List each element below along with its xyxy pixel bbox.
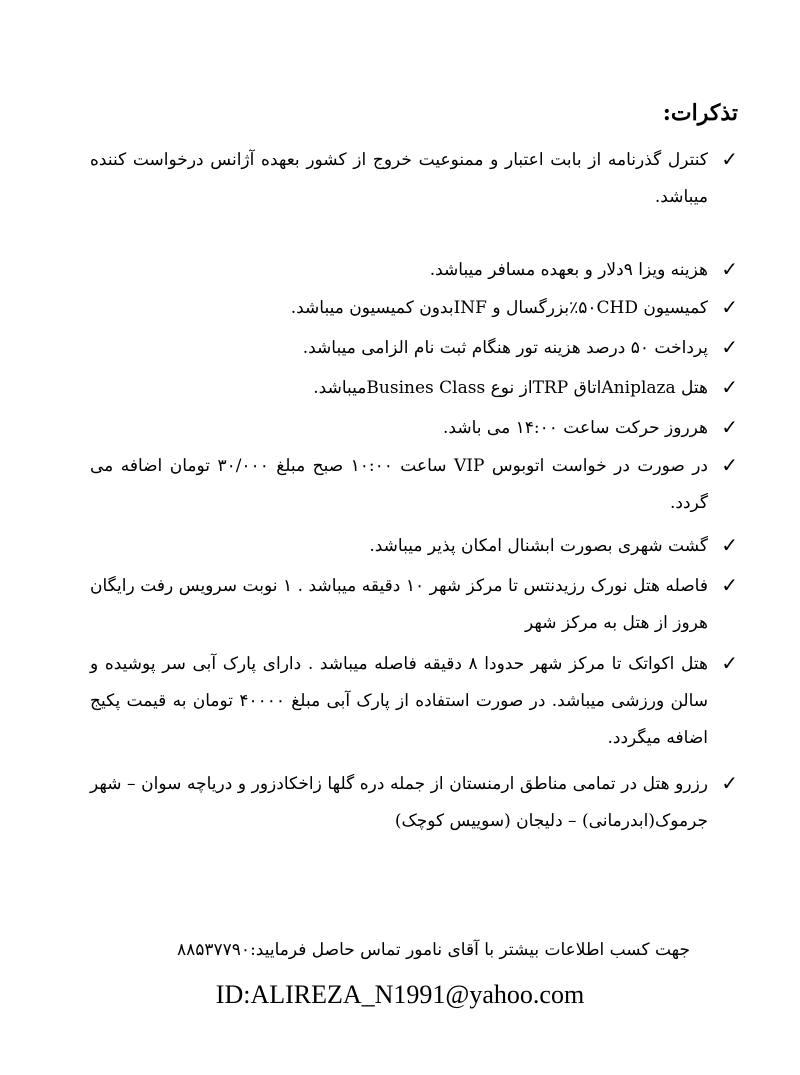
note-text: هرروز حرکت ساعت ۱۴:۰۰ می باشد. — [443, 418, 708, 438]
check-icon: ✓ — [721, 453, 738, 477]
note-text: هتل اکواتک تا مرکز شهر حدودا ۸ دقیقه فاصله میباشد . دارای پارک آبی سر پوشیده و سالن ورزشی میباشد. در صورت استفاده از پارک آبی مبلغ ۴۰۰۰۰ تومان به قیمت پکیج اضافه میگردد. — [90, 654, 708, 748]
note-text: فاصله هتل نورک رزیدنتس تا مرکز شهر ۱۰ دقیقه میباشد . ۱ نوبت سرویس رفت رایگان هروز از هتل به مرکز شهر — [90, 576, 708, 633]
contact-email: ID:ALIREZA_N1991@yahoo.com — [215, 980, 585, 1009]
note-item — [90, 646, 738, 757]
note-text: رزرو هتل در تمامی مناطق ارمنستان از جمله دره گلها زاخکادزور و دریاچه سوان – شهر جرموک(ابدرمانی) – دلیجان (سوییس کوچک) — [90, 774, 708, 831]
note-text: کنترل گذرنامه از بابت اعتبار و ممنوعیت خروج از کشور بعهده آژانس درخواست کننده میباشد. — [90, 150, 708, 207]
note-item — [90, 252, 738, 289]
note-item — [90, 290, 738, 327]
check-icon: ✓ — [721, 375, 738, 399]
note-item — [90, 528, 738, 565]
note-item — [90, 330, 738, 367]
check-icon: ✓ — [721, 335, 738, 359]
contact-info: جهت کسب اطلاعات بیشتر با آقای نامور تماس حاصل فرمایید:۸۸۵۳۷۷۹۰ — [177, 940, 690, 960]
note-text: در صورت در خواست اتوبوس VIP ساعت ۱۰:۰۰ صبح مبلغ ۳۰/۰۰۰ تومان اضافه می گردد. — [90, 456, 708, 513]
note-item — [90, 568, 738, 642]
note-item — [90, 370, 738, 407]
note-item — [90, 410, 738, 447]
notes-heading: تذکرات: — [662, 100, 738, 126]
check-icon: ✓ — [721, 651, 738, 675]
note-text: پرداخت ۵۰ درصد هزینه تور هنگام ثبت نام الزامی میباشد. — [302, 338, 708, 358]
note-text: گشت شهری بصورت ابشنال امکان پذیر میباشد. — [369, 536, 708, 556]
check-icon: ✓ — [721, 415, 738, 439]
check-icon: ✓ — [721, 147, 738, 171]
check-icon: ✓ — [721, 573, 738, 597]
note-item — [90, 766, 738, 840]
note-item — [90, 142, 738, 216]
note-text: هزینه ویزا ۹دلار و بعهده مسافر میباشد. — [429, 260, 708, 280]
check-icon: ✓ — [721, 295, 738, 319]
note-text: کمیسیون ۵۰CHD٪بزرگسال و INFبدون کمیسیون میباشد. — [290, 298, 708, 318]
check-icon: ✓ — [721, 771, 738, 795]
note-item — [90, 448, 738, 522]
check-icon: ✓ — [721, 533, 738, 557]
check-icon: ✓ — [721, 257, 738, 281]
note-text: هتل Aniplazaاتاق TRPاز نوع Busines Classمیباشد. — [313, 378, 708, 398]
